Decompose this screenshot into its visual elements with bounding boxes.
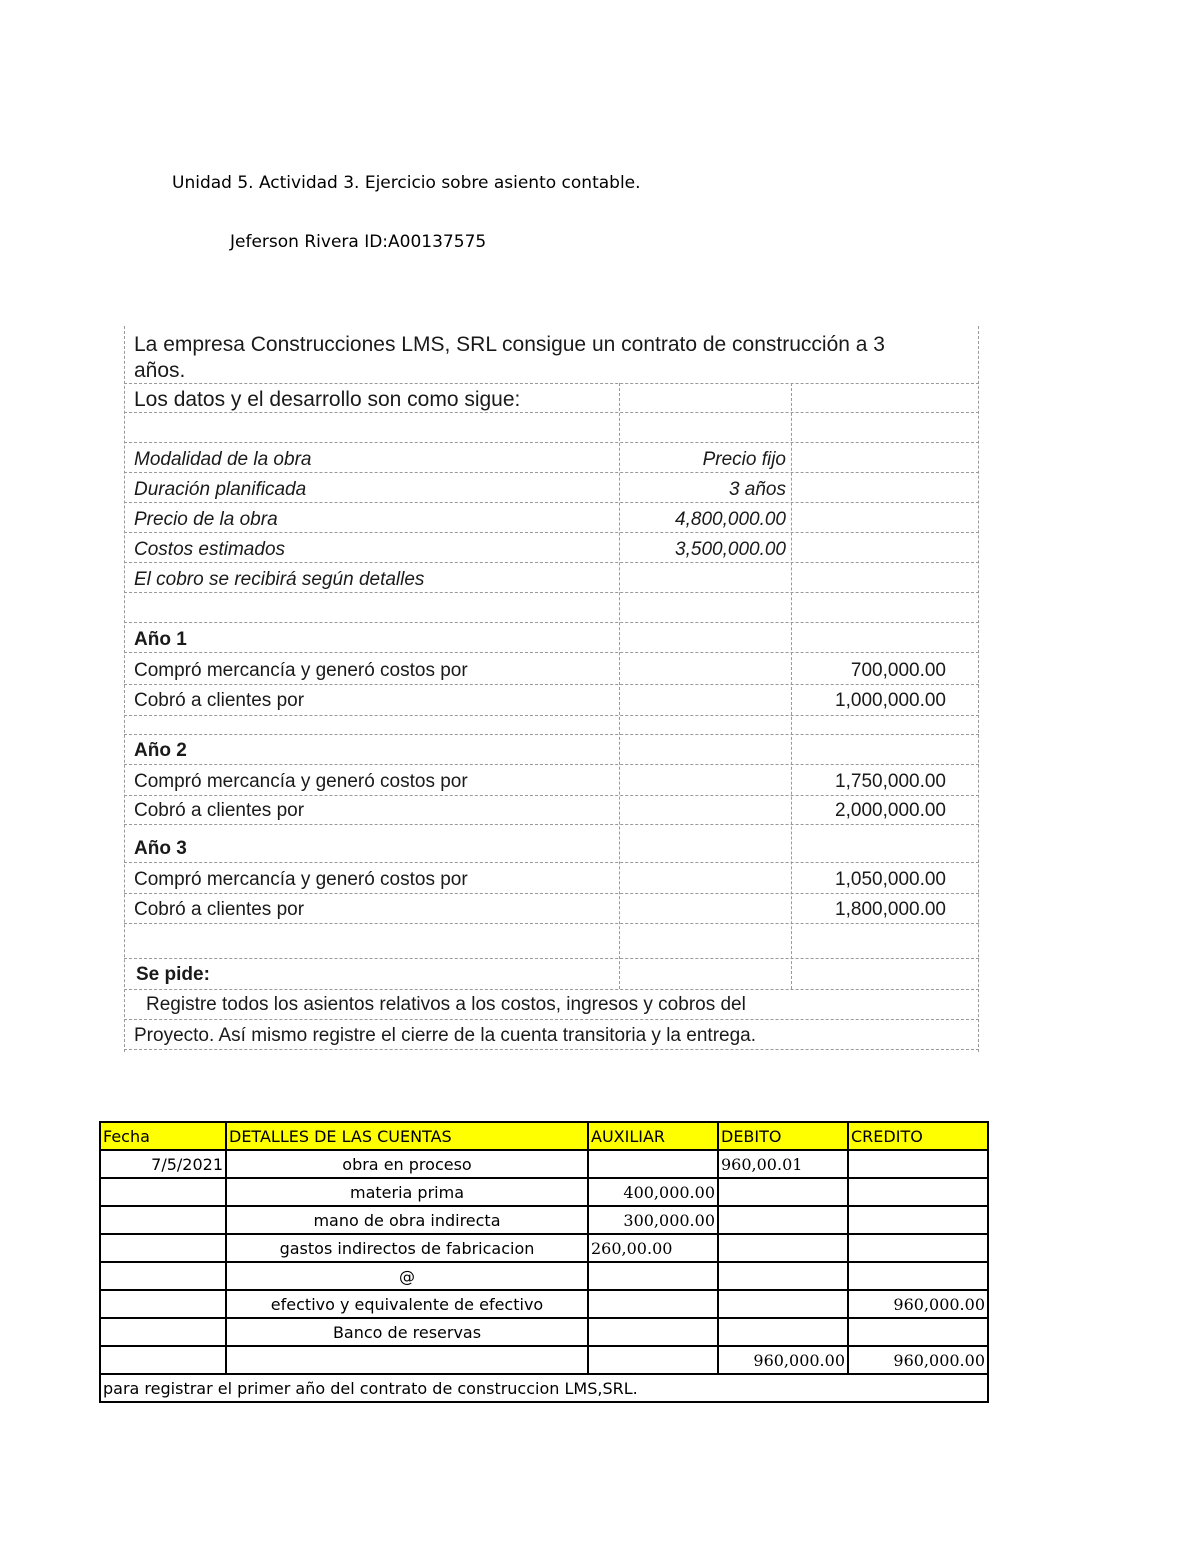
cell-debito bbox=[718, 1318, 848, 1346]
sheet-column-divider bbox=[791, 383, 792, 989]
detail-label: Precio de la obra bbox=[134, 509, 278, 530]
cell-credito: 960,000.00 bbox=[848, 1346, 988, 1374]
cell-detalle: mano de obra indirecta bbox=[226, 1206, 588, 1234]
cell-detalle: obra en proceso bbox=[226, 1150, 588, 1178]
sheet-row-line bbox=[124, 412, 979, 413]
data-intro: Los datos y el desarrollo son como sigue: bbox=[134, 388, 521, 411]
cell-credito bbox=[848, 1234, 988, 1262]
document-title: Unidad 5. Actividad 3. Ejercicio sobre asiento contable. bbox=[172, 173, 641, 193]
cell-credito bbox=[848, 1178, 988, 1206]
cell-fecha bbox=[100, 1234, 226, 1262]
cell-auxiliar bbox=[588, 1262, 718, 1290]
table-row bbox=[100, 1262, 988, 1290]
header-auxiliar: AUXILIAR bbox=[588, 1122, 718, 1150]
cell-debito bbox=[718, 1178, 848, 1206]
detail-label: Costos estimados bbox=[134, 539, 286, 560]
sheet-row-line bbox=[124, 502, 979, 503]
sheet-border-left bbox=[124, 326, 125, 1052]
detail-label: Duración planificada bbox=[134, 479, 307, 500]
sheet-row-line bbox=[124, 592, 979, 593]
header-credito: CREDITO bbox=[848, 1122, 988, 1150]
year-title: Año 1 bbox=[134, 629, 187, 650]
cell-auxiliar bbox=[588, 1150, 718, 1178]
cell-detalle bbox=[226, 1346, 588, 1374]
cell-fecha bbox=[100, 1318, 226, 1346]
cell-credito bbox=[848, 1262, 988, 1290]
sheet-row-line bbox=[124, 622, 979, 623]
sheet-row-line bbox=[124, 442, 979, 443]
sheet-row-line bbox=[124, 764, 979, 765]
cell-fecha bbox=[100, 1262, 226, 1290]
cell-fecha bbox=[100, 1290, 226, 1318]
cell-auxiliar bbox=[588, 1318, 718, 1346]
cell-detalle: efectivo y equivalente de efectivo bbox=[226, 1290, 588, 1318]
cell-debito: 960,00.01 bbox=[718, 1150, 848, 1178]
journal-note: para registrar el primer año del contrato de construccion LMS,SRL. bbox=[100, 1374, 988, 1402]
sheet-row-line bbox=[124, 1019, 979, 1020]
sheet-row-line bbox=[124, 862, 979, 863]
author-line: Jeferson Rivera ID:A00137575 bbox=[230, 232, 487, 252]
sheet-row-line bbox=[124, 562, 979, 563]
sheet-row-line bbox=[124, 989, 979, 990]
header-debito: DEBITO bbox=[718, 1122, 848, 1150]
sheet-row-line bbox=[124, 383, 979, 384]
cell-fecha bbox=[100, 1346, 226, 1374]
year-collect-value: 1,800,000.00 bbox=[835, 899, 946, 920]
detail-label: Modalidad de la obra bbox=[134, 449, 312, 470]
se-pide-label: Se pide: bbox=[136, 964, 210, 985]
sheet-row-line bbox=[124, 923, 979, 924]
sheet-row-line bbox=[124, 652, 979, 653]
cell-debito bbox=[718, 1262, 848, 1290]
cell-debito bbox=[718, 1290, 848, 1318]
task-line-1: Registre todos los asientos relativos a los costos, ingresos y cobros del bbox=[146, 994, 746, 1015]
table-row bbox=[100, 1150, 988, 1178]
sheet-row-line bbox=[124, 715, 979, 716]
year-title: Año 3 bbox=[134, 838, 187, 859]
year-costs-value: 1,050,000.00 bbox=[835, 869, 946, 890]
sheet-border-right bbox=[978, 326, 979, 1052]
year-collect-value: 2,000,000.00 bbox=[835, 800, 946, 821]
table-row bbox=[100, 1206, 988, 1234]
sheet-row-line bbox=[124, 472, 979, 473]
year-collect-label: Cobró a clientes por bbox=[134, 899, 305, 920]
table-row bbox=[100, 1234, 988, 1262]
cell-detalle: @ bbox=[226, 1262, 588, 1290]
journal-note-row bbox=[100, 1374, 988, 1402]
year-costs-label: Compró mercancía y generó costos por bbox=[134, 869, 468, 890]
cell-fecha bbox=[100, 1206, 226, 1234]
sheet-row-line bbox=[124, 958, 979, 959]
table-row bbox=[100, 1290, 988, 1318]
detail-label: El cobro se recibirá según detalles bbox=[134, 569, 425, 590]
cell-debito bbox=[718, 1234, 848, 1262]
year-costs-label: Compró mercancía y generó costos por bbox=[134, 660, 468, 681]
cell-auxiliar bbox=[588, 1346, 718, 1374]
sheet-row-line bbox=[124, 734, 979, 735]
detail-value: Precio fijo bbox=[702, 449, 786, 470]
sheet-row-line bbox=[124, 684, 979, 685]
cell-fecha: 7/5/2021 bbox=[100, 1150, 226, 1178]
table-row bbox=[100, 1318, 988, 1346]
header-fecha: Fecha bbox=[100, 1122, 226, 1150]
year-collect-label: Cobró a clientes por bbox=[134, 800, 305, 821]
cell-debito bbox=[718, 1206, 848, 1234]
cell-credito bbox=[848, 1150, 988, 1178]
cell-auxiliar: 400,000.00 bbox=[588, 1178, 718, 1206]
cell-detalle: Banco de reservas bbox=[226, 1318, 588, 1346]
year-title: Año 2 bbox=[134, 740, 187, 761]
cell-auxiliar: 260,00.00 bbox=[588, 1234, 718, 1262]
cell-credito bbox=[848, 1318, 988, 1346]
sheet-row-line bbox=[124, 1049, 979, 1050]
journal-entry-table bbox=[99, 1121, 989, 1403]
intro-line-2: años. bbox=[134, 359, 186, 382]
task-line-2: Proyecto. Así mismo registre el cierre de la cuenta transitoria y la entrega. bbox=[134, 1025, 756, 1046]
year-collect-label: Cobró a clientes por bbox=[134, 690, 305, 711]
sheet-column-divider bbox=[619, 383, 620, 989]
year-costs-label: Compró mercancía y generó costos por bbox=[134, 771, 468, 792]
table-row bbox=[100, 1178, 988, 1206]
cell-credito: 960,000.00 bbox=[848, 1290, 988, 1318]
detail-value: 3,500,000.00 bbox=[675, 539, 786, 560]
journal-header-row bbox=[100, 1122, 988, 1150]
year-costs-value: 1,750,000.00 bbox=[835, 771, 946, 792]
sheet-row-line bbox=[124, 893, 979, 894]
sheet-row-line bbox=[124, 795, 979, 796]
detail-value: 3 años bbox=[728, 479, 786, 500]
year-collect-value: 1,000,000.00 bbox=[835, 690, 946, 711]
cell-fecha bbox=[100, 1178, 226, 1206]
exercise-sheet bbox=[124, 326, 979, 1052]
intro-line-1: La empresa Construcciones LMS, SRL consigue un contrato de construcción a 3 bbox=[134, 333, 885, 356]
cell-auxiliar: 300,000.00 bbox=[588, 1206, 718, 1234]
sheet-row-line bbox=[124, 824, 979, 825]
header-detalles: DETALLES DE LAS CUENTAS bbox=[226, 1122, 588, 1150]
cell-debito: 960,000.00 bbox=[718, 1346, 848, 1374]
cell-auxiliar bbox=[588, 1290, 718, 1318]
table-row bbox=[100, 1346, 988, 1374]
year-costs-value: 700,000.00 bbox=[850, 660, 946, 681]
sheet-row-line bbox=[124, 532, 979, 533]
cell-detalle: gastos indirectos de fabricacion bbox=[226, 1234, 588, 1262]
cell-credito bbox=[848, 1206, 988, 1234]
detail-value: 4,800,000.00 bbox=[675, 509, 786, 530]
cell-detalle: materia prima bbox=[226, 1178, 588, 1206]
